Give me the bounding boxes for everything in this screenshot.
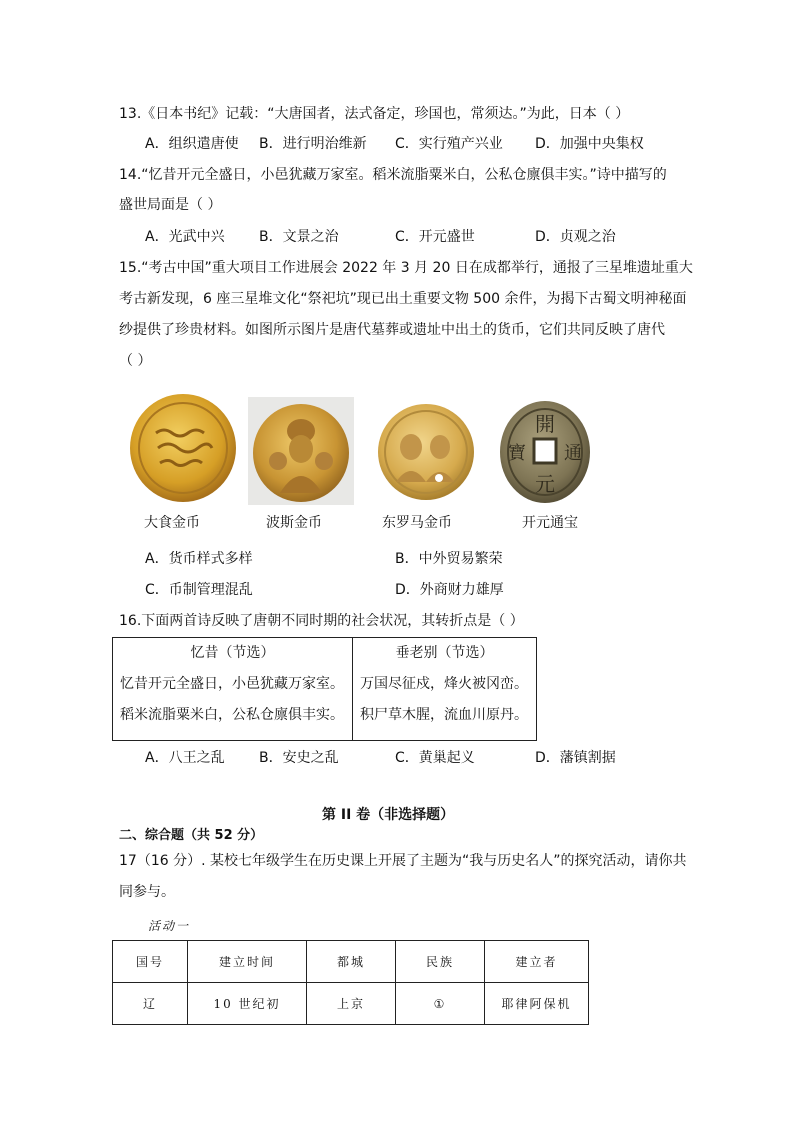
q15-option-d: D．外商财力雄厚	[395, 582, 504, 598]
coin-caption-kaiyuan: 开元通宝	[522, 515, 578, 531]
poem1-title: 忆昔（节选）	[190, 645, 275, 661]
q16-option-c: C．黄巢起义	[395, 750, 475, 766]
q16-option-b: B．安史之乱	[259, 750, 339, 766]
q13-option-a: A．组织遣唐使	[145, 136, 239, 152]
q14-option-a: A．光武中兴	[145, 229, 225, 245]
q15-option-a: A．货币样式多样	[145, 551, 253, 567]
q14-option-d: D．贞观之治	[535, 229, 616, 245]
q15-stem-line1: 15.“考古中国”重大项目工作进展会 2022 年 3 月 20 日在成都举行，通报了三星堆遗址重大	[119, 260, 693, 276]
header-cell: 建立时间	[188, 941, 307, 983]
q15-stem-line4: （ ）	[119, 353, 152, 369]
coin-caption-dashi: 大食金币	[144, 515, 200, 531]
coin-caption-persian: 波斯金币	[266, 515, 322, 531]
header-cell: 国号	[113, 941, 188, 983]
q14-stem-line2: 盛世局面是（ ）	[119, 197, 222, 213]
table-cell: 10 世纪初	[188, 983, 307, 1025]
coin-char-top: 開	[535, 412, 555, 436]
coin-caption-byzantine: 东罗马金币	[382, 515, 452, 531]
q17-stem-line1: 17（16 分）. 某校七年级学生在历史课上开展了主题为“我与历史名人”的探究活动，请你共	[119, 853, 687, 869]
table-cell: 辽	[113, 983, 188, 1025]
q15-option-b: B．中外贸易繁荣	[395, 551, 503, 567]
coin-char-left: 寶	[508, 443, 526, 464]
poem1-cell	[113, 638, 353, 741]
q13-stem: 13.《日本书纪》记载：“大唐国者，法式备定，珍国也，常须达。”为此，日本（ ）	[119, 106, 630, 122]
q16-stem: 16.下面两首诗反映了唐朝不同时期的社会状况，其转折点是（ ）	[119, 613, 524, 629]
q14-option-b: B．文景之治	[259, 229, 339, 245]
activity-label: 活动一	[148, 919, 191, 933]
q15-stem-line3: 纱提供了珍贵材料。如图所示图片是唐代墓葬或遗址中出土的货币，它们共同反映了唐代	[119, 322, 665, 338]
dashi-gold-coin-image	[128, 393, 238, 503]
poem-table	[112, 637, 537, 741]
section-heading: 二、综合题（共 52 分）	[119, 828, 264, 843]
table-row	[113, 983, 589, 1025]
poem2-cell	[353, 638, 537, 741]
poem2-title: 垂老别（节选）	[395, 645, 494, 661]
kaiyuan-tongbao-coin-image	[498, 399, 593, 505]
q15-stem-line2: 考古新发现，6 座三星堆文化“祭祀坑”现已出土重要文物 500 余件，为揭下古蜀文明神秘面	[119, 291, 687, 307]
poem1-line2: 稻米流脂粟米白，公私仓廪俱丰实。	[120, 707, 344, 723]
q13-option-d: D．加强中央集权	[535, 136, 644, 152]
table-cell: 上京	[307, 983, 396, 1025]
header-cell: 都城	[307, 941, 396, 983]
q16-option-d: D．藩镇割据	[535, 750, 616, 766]
q17-stem-line2: 同参与。	[119, 884, 175, 900]
persian-gold-coin-image	[248, 397, 354, 505]
q14-option-c: C．开元盛世	[395, 229, 475, 245]
q13-option-b: B．进行明治维新	[259, 136, 367, 152]
table-cell: ①	[396, 983, 485, 1025]
header-cell: 民族	[396, 941, 485, 983]
poem2-line1: 万国尽征戍，烽火被冈峦。	[360, 676, 528, 692]
q14-stem-line1: 14.“忆昔开元全盛日，小邑犹藏万家室。稻米流脂粟米白，公私仓廪俱丰实。”诗中描写的	[119, 167, 667, 183]
coin-char-bottom: 元	[535, 472, 555, 496]
q16-option-a: A．八王之乱	[145, 750, 225, 766]
poem1-line1: 忆昔开元全盛日，小邑犹藏万家室。	[120, 676, 344, 692]
q15-option-c: C．币制管理混乱	[145, 582, 253, 598]
coin-char-right: 通	[564, 443, 582, 464]
q13-option-c: C．实行殖产兴业	[395, 136, 503, 152]
table-header-row	[113, 941, 589, 983]
poem2-line2: 积尸草木腥，流血川原丹。	[360, 707, 528, 723]
header-cell: 建立者	[485, 941, 589, 983]
table-cell: 耶律阿保机	[485, 983, 589, 1025]
activity-table	[112, 940, 589, 1025]
part2-title: 第 II 卷（非选择题）	[322, 807, 455, 823]
byzantine-gold-coin-image	[376, 402, 476, 502]
